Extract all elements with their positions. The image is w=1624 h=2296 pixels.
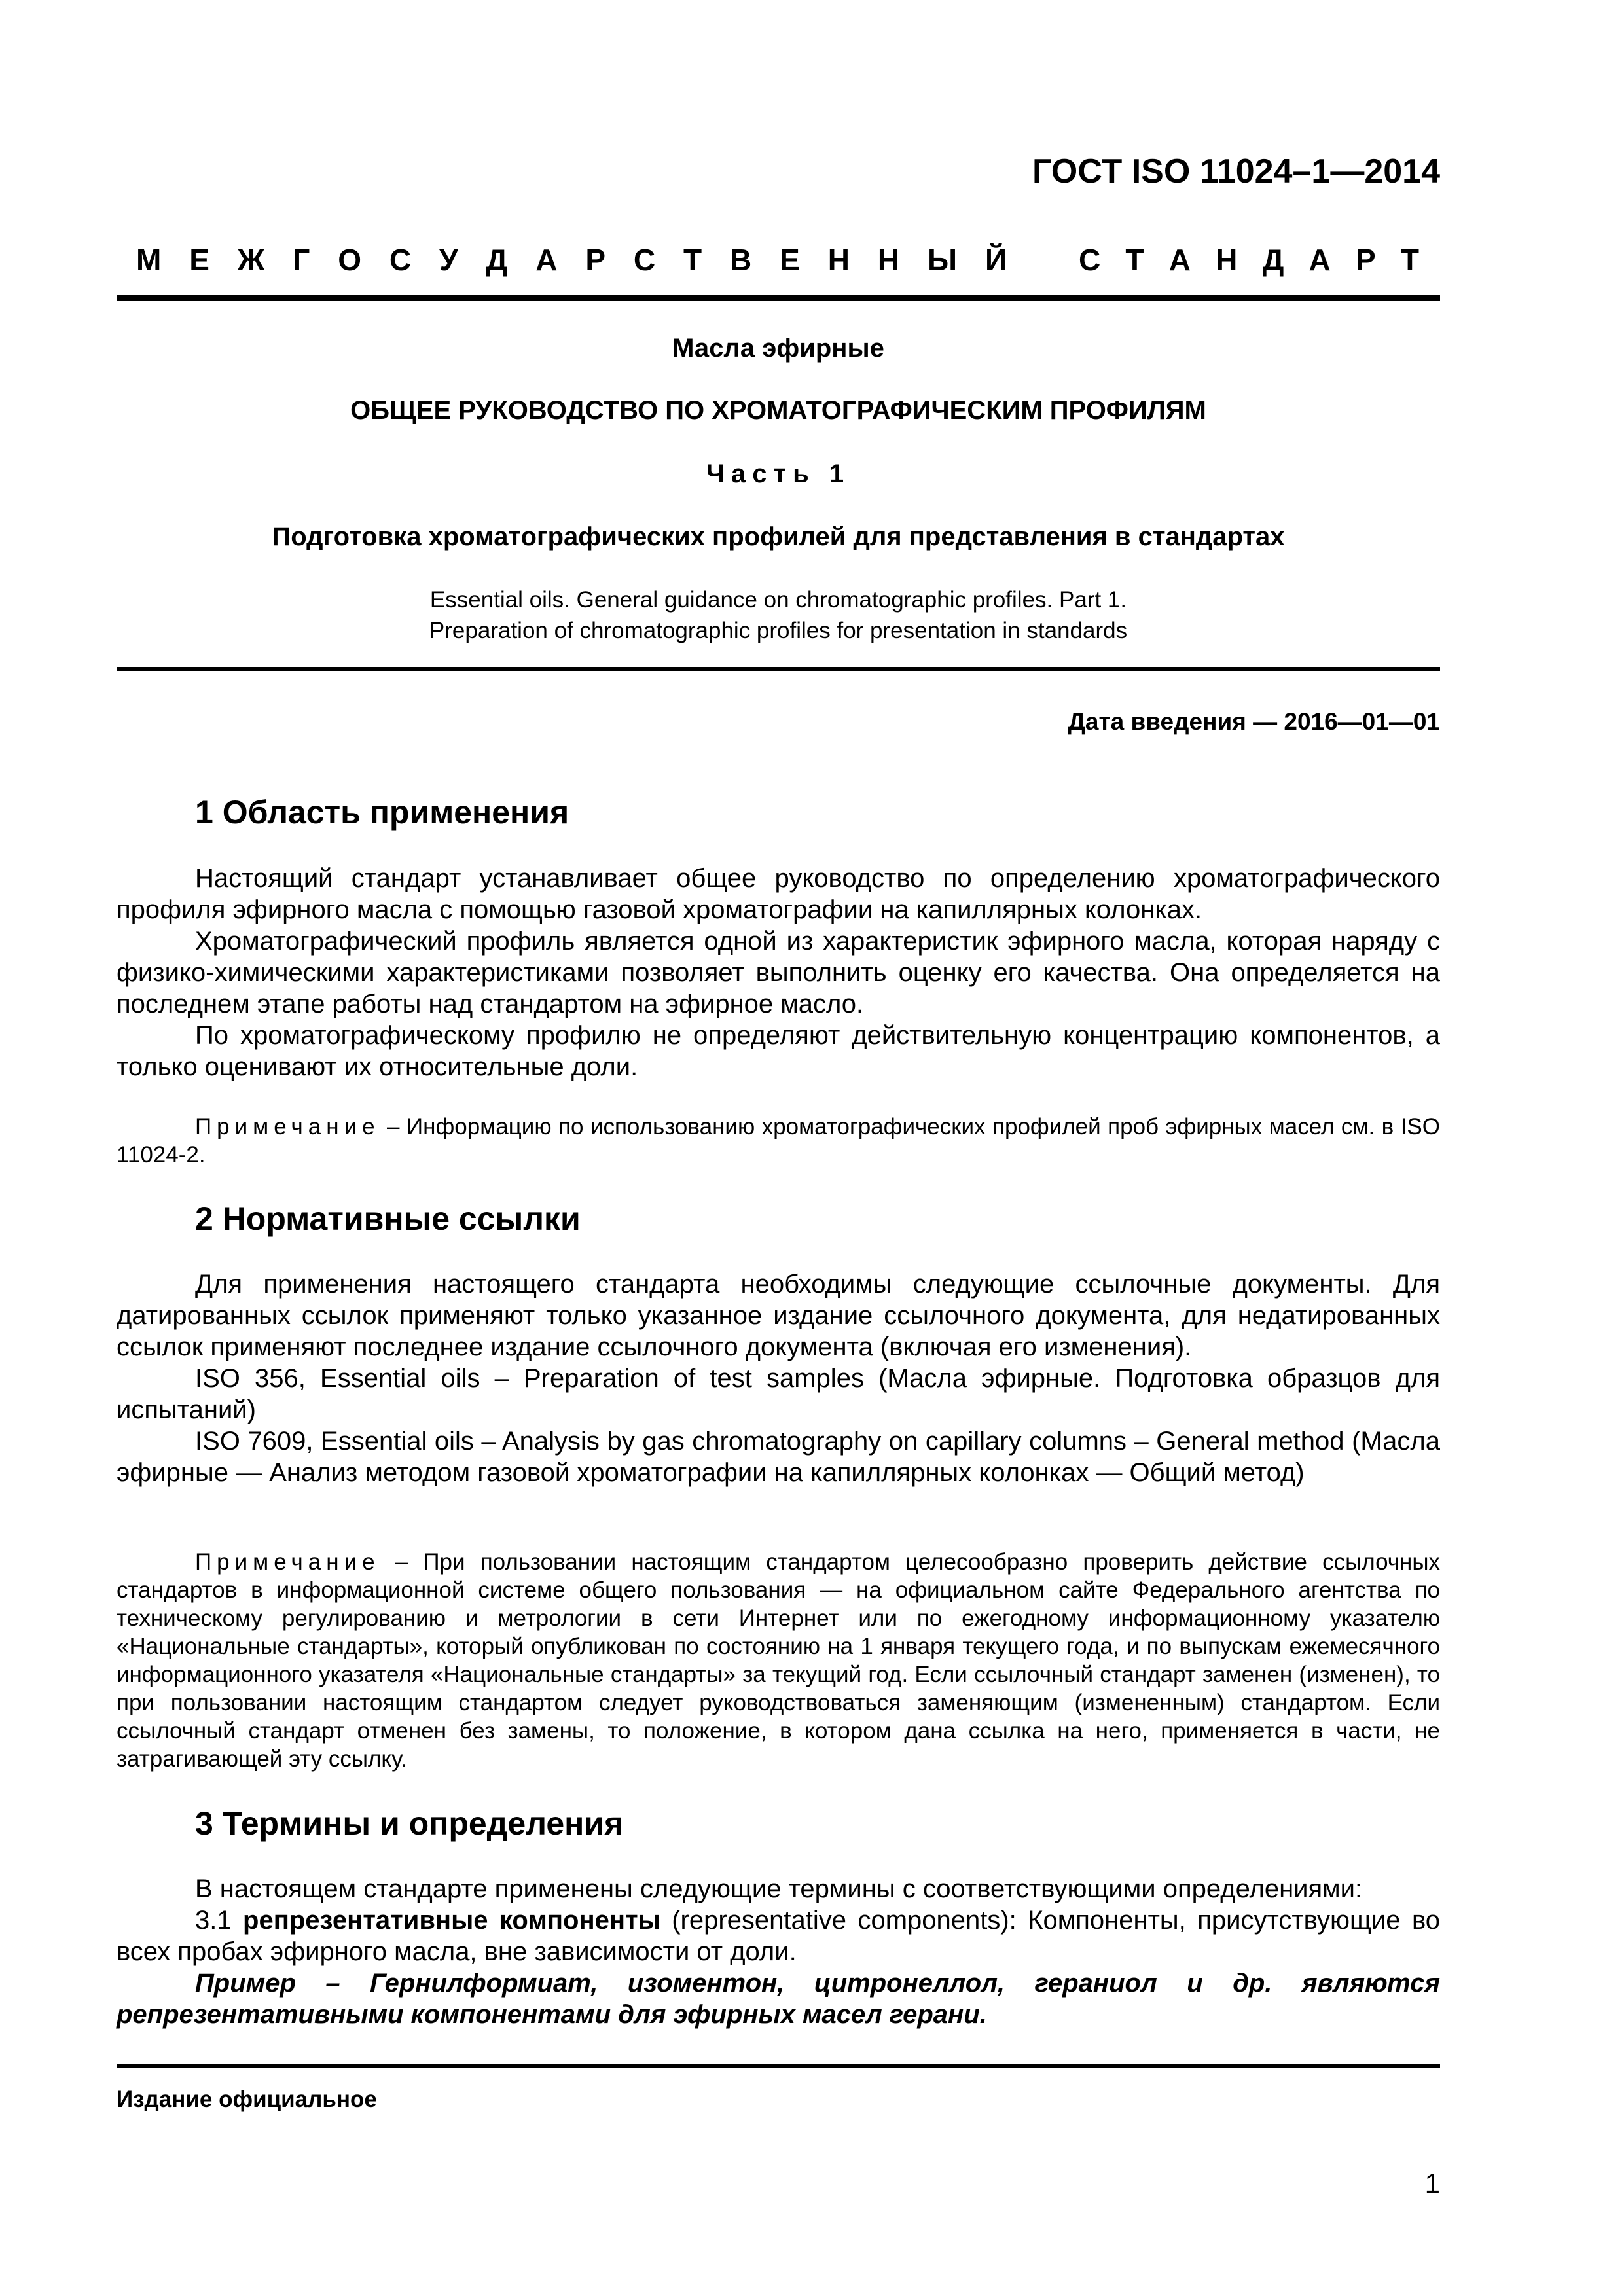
heading-letter: С: [633, 243, 656, 277]
heading-letter: О: [338, 243, 362, 277]
header-rule: [117, 295, 1440, 301]
heading-letter: Е: [189, 243, 209, 277]
heading-letter: Ж: [237, 243, 265, 277]
heading-letter: Р: [1355, 243, 1376, 277]
heading-letter: Н: [877, 243, 900, 277]
note-label: Примечание: [195, 1549, 380, 1575]
term-example: Пример – Гернилформиат, изоментон, цитронеллол, гераниол и др. являются репрезентативными компонентами для эфирных масел герани.: [117, 1969, 1440, 2029]
section1-body: [117, 863, 1440, 1083]
heading-letter: У: [439, 243, 458, 277]
note-text: – При пользовании настоящим стандартом целесообразно проверить действие ссылочных стандартов в информационной системе общего пользования — на официальном сайте Федерального агентства по техническому регулированию и метрологии в сети Интернет или по ежегодному информационному указателю «Национальные стандарты», который опубликован по состоянию на 1 января текущего года, и по выпускам ежемесячного информационного указателя «Национальные стандарты» за текущий год. Если ссылочный стандарт заменен (изменен), то при пользовании настоящим стандартом следует руководствоваться заменяющим (измененным) стандартом. Если ссылочный стандарт отменен без замены, то положение, в котором дана ссылка на него, применяется в части, не затрагивающей эту ссылку.: [117, 1549, 1440, 1772]
title-part: Часть 1: [706, 459, 851, 488]
standard-word-interstate: [136, 242, 1007, 278]
section2-paragraph: ISO 7609, Essential oils – Analysis by gas chromatography on capillary columns – General method (Масла эфирные — Анализ методом газовой хроматографии на капиллярных колонках — Общий метод): [117, 1427, 1440, 1487]
official-edition-label: Издание официальное: [117, 2087, 377, 2112]
section1-paragraph: Настоящий стандарт устанавливает общее руководство по определению хроматографического профиля эфирного масла с помощью газовой хроматографии на капиллярных колонках.: [117, 864, 1440, 924]
heading-letter: А: [1168, 243, 1191, 277]
title-line4: Подготовка хроматографических профилей для представления в стандартах: [272, 522, 1285, 551]
title-line1: Масла эфирные: [672, 334, 884, 363]
introduction-date: Дата введения — 2016—01—01: [1068, 708, 1440, 735]
english-title-line1: Essential oils. General guidance on chromatographic profiles. Part 1.: [429, 587, 1127, 613]
section1-paragraph: Хроматографический профиль является одной из характеристик эфирного масла, которая наряду с физико-химическими характеристиками позволяет выполнить оценку его качества. Она определяется на последнем этапе работы над стандартом на эфирное масло.: [117, 927, 1440, 1018]
heading-letter: С: [389, 243, 412, 277]
heading-letter: Р: [585, 243, 606, 277]
section2-paragraph: ISO 356, Essential oils – Preparation of test samples (Масла эфирные. Подготовка образцов для испытаний): [117, 1364, 1440, 1424]
section1-note: [117, 1113, 1440, 1169]
heading-letter: Т: [683, 243, 702, 277]
heading-letter: В: [730, 243, 752, 277]
title-rule: [117, 667, 1440, 671]
term-text: (representative components): Компоненты, присутствующие во всех пробах эфирного масла, вне зависимости от доли.: [117, 1906, 1440, 1966]
heading-letter: Й: [984, 243, 1007, 277]
section3-heading: 3 Термины и определения: [195, 1805, 624, 1842]
section2-paragraph: Для применения настоящего стандарта необходимы следующие ссылочные документы. Для датированных ссылок применяют только указанное издание ссылочного документа, для недатированных ссылок применяют последнее издание ссылочного документа (включая его изменения).: [117, 1270, 1440, 1361]
page-number: 1: [1424, 2168, 1440, 2198]
term-number: 3.1: [195, 1906, 244, 1935]
english-title: [117, 584, 1440, 646]
heading-letter: Д: [1262, 243, 1284, 277]
section2-body: [117, 1268, 1440, 1488]
section1-paragraph: По хроматографическому профилю не определяют действительную концентрацию компонентов, а только оценивают их относительные доли.: [117, 1021, 1440, 1081]
heading-letter: Н: [827, 243, 850, 277]
standard-type-heading: [117, 242, 1440, 278]
heading-letter: Т: [1400, 243, 1419, 277]
heading-letter: Ы: [928, 243, 958, 277]
heading-letter: С: [1079, 243, 1101, 277]
heading-letter: Д: [486, 243, 508, 277]
term-definition: [117, 1905, 1440, 1967]
document-page: [117, 0, 1440, 2296]
heading-letter: А: [535, 243, 558, 277]
heading-letter: Н: [1216, 243, 1238, 277]
heading-letter: Е: [780, 243, 800, 277]
note-text: – Информацию по использованию хроматографических профилей проб эфирных масел см. в ISO 11024-2.: [117, 1114, 1440, 1168]
section1-heading: 1 Область применения: [195, 794, 569, 831]
heading-letter: Г: [293, 243, 310, 277]
section2-heading: 2 Нормативные ссылки: [195, 1200, 581, 1237]
section2-note: [117, 1548, 1440, 1773]
standard-word-standard: [1079, 242, 1419, 278]
document-number: ГОСТ ISO 11024–1—2014: [1032, 152, 1440, 190]
english-title-line2: Preparation of chromatographic profiles for presentation in standards: [429, 618, 1128, 643]
heading-letter: М: [136, 243, 162, 277]
footer-rule: [117, 2064, 1440, 2068]
section3-paragraph: В настоящем стандарте применены следующие термины с соответствующими определениями:: [195, 1874, 1363, 1903]
heading-letter: Т: [1125, 243, 1144, 277]
note-label: Примечание: [195, 1114, 380, 1139]
term-name: репрезентативные компоненты: [243, 1906, 660, 1935]
section3-body: [117, 1873, 1440, 2030]
title-line2: ОБЩЕЕ РУКОВОДСТВО ПО ХРОМАТОГРАФИЧЕСКИМ ПРОФИЛЯМ: [350, 396, 1206, 425]
heading-letter: А: [1308, 243, 1331, 277]
